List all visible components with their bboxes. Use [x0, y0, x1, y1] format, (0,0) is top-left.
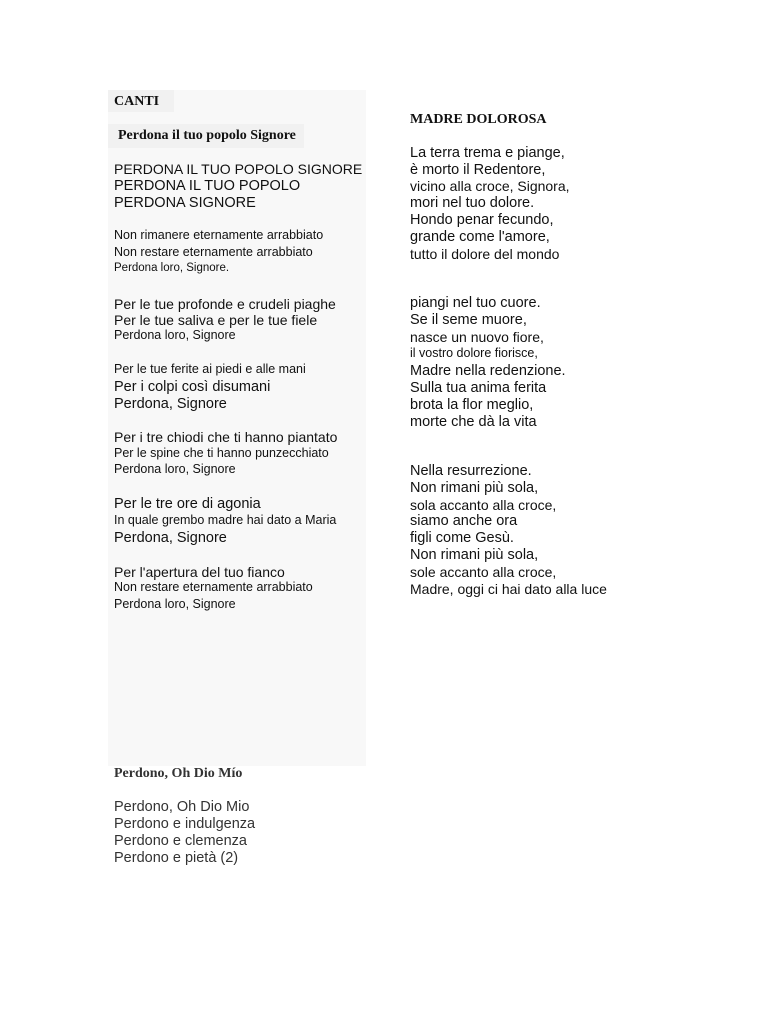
lyric-line: Per le tue ferite ai piedi e alle mani	[114, 362, 306, 376]
lyric-line: sola accanto alla croce,	[410, 497, 557, 513]
lyric-line: Per le tre ore di agonia	[114, 496, 261, 512]
lyric-line: Per i tre chiodi che ti hanno piantato	[114, 429, 338, 445]
lyric-line: morte che dà la vita	[410, 414, 537, 430]
lyric-line: figli come Gesù.	[410, 530, 514, 546]
lyric-line: Per le tue profonde e crudeli piaghe	[114, 296, 336, 312]
lyric-line: Madre nella redenzione.	[410, 363, 566, 379]
lyric-line: Hondo penar fecundo,	[410, 212, 554, 228]
lyric-line: Perdono e clemenza	[114, 833, 247, 849]
lyric-line: Per le spine che ti hanno punzecchiato	[114, 446, 329, 460]
lyric-line: PERDONA IL TUO POPOLO	[114, 178, 301, 194]
lyric-line: Perdona loro, Signore	[114, 597, 236, 611]
lyric-line: La terra trema e piange,	[410, 145, 565, 161]
lyric-line: Perdona loro, Signore.	[114, 262, 230, 274]
lyric-line: mori nel tuo dolore.	[410, 195, 535, 211]
lyric-line: In quale grembo madre hai dato a Maria	[114, 513, 337, 527]
lyric-line: Perdono e indulgenza	[114, 816, 256, 832]
section-heading: CANTI	[114, 94, 160, 109]
lyric-line: brota la flor meglio,	[410, 397, 534, 413]
lyric-line: Perdono, Oh Dio Mio	[114, 799, 250, 815]
lyric-line: Non restare eternamente arrabbiato	[114, 580, 313, 594]
lyric-line: Non restare eternamente arrabbiato	[114, 245, 313, 259]
lyric-line: Non rimanere eternamente arrabbiato	[114, 228, 324, 242]
lyric-line: Per i colpi così disumani	[114, 379, 271, 395]
lyric-line: grande come l'amore,	[410, 229, 550, 245]
lyric-line: Perdona loro, Signore	[114, 328, 236, 342]
lyric-line: vicino alla croce, Signora,	[410, 178, 570, 194]
lyric-line: Sulla tua anima ferita	[410, 380, 547, 396]
lyric-line: il vostro dolore fiorisce,	[410, 346, 538, 360]
lyric-line: Nella resurrezione.	[410, 463, 532, 479]
lyric-line: è morto il Redentore,	[410, 162, 546, 178]
song-title-perdono: Perdono, Oh Dio Mío	[114, 766, 243, 781]
lyric-line: PERDONA IL TUO POPOLO SIGNORE	[114, 161, 363, 177]
lyric-line: sole accanto alla croce,	[410, 564, 557, 580]
lyric-line: Per le tue saliva e per le tue fiele	[114, 312, 318, 328]
song-title-madre-dolorosa: MADRE DOLOROSA	[410, 112, 547, 127]
lyric-line: siamo anche ora	[410, 513, 518, 529]
lyric-line: Se il seme muore,	[410, 312, 527, 328]
lyric-line: Non rimani più sola,	[410, 547, 539, 563]
song-title-perdona: Perdona il tuo popolo Signore	[118, 128, 296, 143]
lyric-line: nasce un nuovo fiore,	[410, 329, 544, 345]
lyric-line: Perdono e pietà (2)	[114, 850, 239, 866]
lyric-line: Perdona, Signore	[114, 530, 227, 546]
lyric-line: tutto il dolore del mondo	[410, 246, 560, 262]
lyric-line: Perdona, Signore	[114, 396, 227, 412]
lyric-line: Perdona loro, Signore	[114, 462, 236, 476]
lyric-line: Non rimani più sola,	[410, 480, 539, 496]
lyric-line: PERDONA SIGNORE	[114, 195, 256, 211]
lyric-line: Per l'apertura del tuo fianco	[114, 564, 285, 580]
lyric-line: piangi nel tuo cuore.	[410, 295, 541, 311]
lyric-line: Madre, oggi ci hai dato alla luce	[410, 581, 607, 597]
